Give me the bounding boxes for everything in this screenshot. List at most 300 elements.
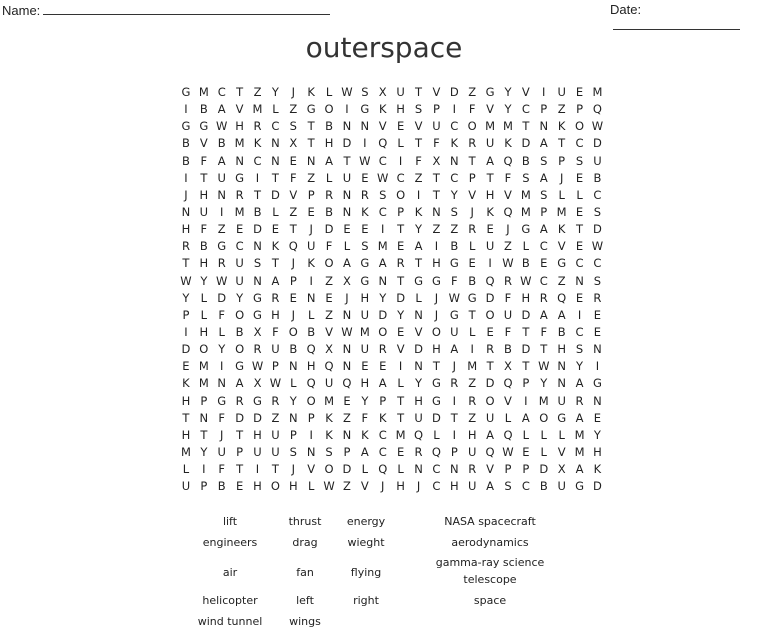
grid-cell: A [539,222,548,237]
grid-cell: N [360,119,370,134]
grid-cell: V [307,462,316,477]
name-field[interactable] [2,2,330,18]
grid-cell: J [452,359,456,374]
grid-cell: U [306,239,316,254]
grid-cell: K [557,222,566,237]
grid-cell: N [342,427,352,442]
grid-cell: D [342,462,352,477]
grid-cell: I [309,273,313,288]
grid-cell: Y [200,273,208,288]
grid-cell: B [217,136,226,151]
grid-cell: T [236,427,244,442]
grid-cell: S [540,187,548,202]
grid-cell: E [289,153,297,168]
grid-cell: W [377,170,389,185]
grid-cell: R [503,273,512,288]
grid-cell: R [396,256,405,271]
grid-cell: Q [413,427,424,442]
grid-cell: N [557,359,566,374]
grid-cell: U [360,342,370,357]
grid-cell: N [235,153,244,168]
grid-cell: S [522,170,530,185]
grid-cell: F [415,153,422,168]
grid-row [177,84,606,101]
grid-cell: N [199,410,209,425]
grid-cell: S [540,153,548,168]
grid-cell: T [486,359,494,374]
grid-cell: K [593,462,602,477]
grid-cell: U [414,410,423,425]
grid-cell: E [468,256,476,271]
grid-cell: Q [503,376,513,391]
grid-cell: N [593,342,602,357]
grid-cell: S [289,119,297,134]
grid-cell: U [485,410,495,425]
grid-cell: F [200,222,208,237]
grid-cell: H [271,307,280,322]
grid-cell: N [306,153,316,168]
grid-cell: Q [324,359,334,374]
grid-row [177,135,606,152]
grid-cell: G [557,410,567,425]
grid-cell: R [575,393,584,408]
grid-cell: S [450,204,458,219]
grid-cell: I [309,427,313,442]
grid-cell: P [576,102,583,117]
word-bank-item: thrust [288,515,322,528]
grid-cell: T [397,273,405,288]
grid-cell: L [397,136,404,151]
grid-cell: A [486,479,495,494]
grid-cell: W [323,479,335,494]
grid-cell: C [575,256,584,271]
grid-cell: U [396,85,405,99]
word-bank-item: wieght [347,536,385,549]
grid-cell: W [538,359,550,374]
grid-cell: H [306,359,316,374]
grid-cell: I [184,170,188,185]
grid-cell: E [361,222,369,237]
grid-cell: L [433,427,440,442]
grid-cell: Q [503,204,513,219]
grid-cell: T [576,222,584,237]
grid-cell: T [450,410,458,425]
grid-cell: N [557,376,566,391]
word-bank-item: wind tunnel [197,615,263,628]
grid-cell: E [396,239,405,254]
word-bank-item: wings [289,615,321,628]
grid-cell: B [539,479,548,494]
grid-cell: H [199,256,209,271]
grid-cell: Z [468,410,477,425]
grid-cell: I [595,359,600,374]
grid-cell: C [432,479,441,494]
grid-cell: K [271,239,280,254]
grid-cell: P [200,479,208,494]
grid-cell: B [521,153,530,168]
grid-cell: U [181,479,191,494]
grid-cell: R [235,393,244,408]
grid-cell: L [290,376,297,391]
grid-cell: B [199,239,208,254]
grid-cell: D [485,290,495,305]
word-bank-item: helicopter [202,594,258,607]
grid-cell: Q [557,290,567,305]
grid-cell: N [593,393,602,408]
grid-cell: B [182,136,190,151]
grid-cell: M [198,359,209,374]
grid-cell: C [521,479,530,494]
grid-cell: A [486,427,495,442]
grid-cell: U [342,170,352,185]
grid-cell: B [521,256,530,271]
grid-cell: J [434,290,439,305]
grid-cell: H [360,376,370,391]
grid-cell: T [397,410,405,425]
grid-cell: U [271,427,280,442]
grid-row [177,101,606,118]
grid-cell: Y [415,222,423,237]
grid-cell: O [378,324,388,339]
grid-row [177,187,606,204]
grid-cell: R [181,239,190,254]
grid-cell: I [524,393,528,408]
grid-cell: E [182,359,190,374]
grid-cell: S [379,187,387,202]
grid-cell: A [575,410,584,425]
grid-cell: K [307,85,315,99]
grid-cell: F [200,153,208,168]
grid-cell: G [467,290,477,305]
grid-cell: X [557,462,566,477]
grid-cell: E [593,307,602,322]
grid-cell: D [414,342,423,357]
grid-cell: V [432,85,441,99]
grid-cell: M [574,427,585,442]
grid-cell: M [592,85,603,99]
grid-row [177,307,606,324]
grid-cell: Z [343,479,351,494]
grid-cell: H [432,342,441,357]
grid-cell: B [325,119,334,134]
grid-cell: B [199,102,208,117]
grid-cell: P [450,444,458,459]
grid-cell: K [557,119,566,134]
grid-cell: T [522,119,530,134]
grid-cell: T [415,256,423,271]
grid-cell: R [468,222,477,237]
grid-cell: W [251,359,264,374]
grid-cell: Q [503,153,513,168]
grid-cell: N [342,359,352,374]
grid-cell: I [220,204,224,219]
grid-cell: K [414,204,423,219]
grid-cell: I [452,393,456,408]
grid-cell: T [522,359,530,374]
grid-cell: D [431,410,441,425]
grid-cell: C [396,170,405,185]
grid-row [177,427,606,444]
grid-cell: K [325,410,333,425]
grid-cell: Y [504,102,512,117]
grid-row [177,358,606,375]
grid-cell: A [217,102,226,117]
grid-cell: G [592,376,602,391]
grid-cell: H [593,444,602,459]
grid-cell: U [217,444,226,459]
grid-cell: F [504,324,512,339]
grid-cell: C [235,239,244,254]
grid-cell: M [467,359,478,374]
grid-cell: M [574,444,585,459]
grid-cell: D [593,136,602,151]
grid-cell: Z [504,239,512,254]
grid-cell: V [289,187,298,202]
grid-cell: Y [182,290,190,305]
grid-cell: G [217,239,227,254]
grid-cell: V [521,85,530,99]
grid-cell: W [520,273,532,288]
grid-cell: A [521,410,530,425]
grid-cell: L [325,85,333,99]
grid-cell: G [306,102,316,117]
grid-cell: X [504,359,512,374]
grid-row [177,393,606,410]
grid-cell: K [361,204,369,219]
grid-cell: H [432,256,441,271]
grid-cell: X [253,376,262,391]
grid-row [177,118,606,135]
grid-cell: U [450,324,459,339]
grid-cell: U [324,376,334,391]
grid-cell: C [253,153,262,168]
grid-cell: X [253,324,262,339]
grid-cell: V [504,393,512,408]
grid-row [177,170,606,187]
grid-cell: W [216,273,228,288]
word-search-grid [177,84,606,495]
grid-cell: G [181,119,191,134]
grid-cell: M [359,324,370,339]
grid-cell: E [343,222,351,237]
grid-cell: I [452,102,456,117]
grid-cell: I [184,324,188,339]
word-bank-item: air [222,566,238,579]
grid-cell: Z [468,376,477,391]
grid-cell: D [539,462,549,477]
date-field[interactable] [610,2,768,33]
date-blank-line[interactable] [613,17,740,30]
grid-cell: C [378,204,387,219]
grid-cell: R [468,393,477,408]
grid-cell: I [220,359,224,374]
grid-cell: M [395,427,406,442]
grid-cell: W [180,273,192,288]
grid-cell: N [253,273,262,288]
grid-cell: S [504,479,512,494]
grid-cell: D [253,410,262,425]
grid-cell: T [343,153,351,168]
grid-cell: B [557,324,566,339]
grid-cell: J [434,307,439,322]
grid-cell: D [270,187,280,202]
grid-cell: T [415,85,423,99]
grid-cell: E [271,222,280,237]
grid-cell: N [342,307,352,322]
grid-cell: D [235,410,245,425]
grid-cell: E [396,119,405,134]
grid-cell: E [343,393,351,408]
grid-cell: E [361,170,369,185]
grid-cell: L [272,204,279,219]
grid-cell: D [521,342,531,357]
grid-cell: V [504,187,512,202]
grid-cell: M [252,102,263,117]
page-title: outerspace [305,31,463,64]
grid-cell: H [253,427,262,442]
grid-cell: L [343,239,351,254]
grid-cell: T [397,393,405,408]
grid-cell: H [449,479,459,494]
grid-cell: I [398,153,403,168]
grid-cell: G [521,222,531,237]
grid-cell: T [253,187,262,202]
grid-cell: O [324,256,334,271]
grid-cell: I [255,462,260,477]
grid-cell: L [540,444,547,459]
grid-cell: R [253,119,262,134]
grid-cell: T [540,342,548,357]
grid-cell: U [235,273,244,288]
grid-cell: P [307,187,315,202]
grid-cell: W [502,256,514,271]
grid-cell: Z [217,222,226,237]
grid-cell: B [289,342,298,357]
grid-cell: Z [325,273,334,288]
grid-cell: J [184,187,188,202]
grid-cell: X [378,85,387,99]
grid-cell: D [253,222,262,237]
grid-cell: L [397,462,404,477]
grid-cell: T [271,170,279,185]
grid-cell: K [182,376,190,391]
grid-cell: U [235,256,244,271]
grid-cell: I [434,239,439,254]
grid-cell: N [414,359,423,374]
grid-cell: H [521,290,531,305]
grid-cell: V [199,136,208,151]
word-bank-item: left [296,594,314,607]
grid-cell: B [593,170,602,185]
grid-cell: D [521,136,531,151]
grid-cell: S [253,256,262,271]
grid-cell: T [522,324,530,339]
grid-cell: G [199,119,209,134]
grid-row [177,444,606,461]
grid-row [177,341,606,358]
grid-cell: G [449,307,459,322]
grid-cell: P [540,102,548,117]
grid-cell: R [378,342,387,357]
grid-cell: T [468,307,476,322]
grid-cell: I [416,187,421,202]
grid-cell: V [378,119,387,134]
grid-cell: L [522,427,530,442]
grid-cell: N [414,462,423,477]
grid-cell: Q [288,239,298,254]
grid-cell: G [431,393,441,408]
name-blank-line[interactable] [43,2,330,15]
grid-cell: H [253,479,262,494]
grid-cell: Q [306,376,316,391]
grid-cell: E [396,444,405,459]
grid-cell: N [217,376,227,391]
grid-cell: Z [289,204,298,219]
grid-row [177,478,606,495]
grid-cell: L [361,462,369,477]
grid-cell: M [180,444,191,459]
grid-cell: L [200,307,208,322]
grid-cell: O [431,324,441,339]
grid-cell: P [397,204,405,219]
grid-row [177,273,606,290]
grid-cell: T [236,85,244,99]
word-bank-item: lift [222,515,238,528]
grid-cell: G [181,85,191,99]
grid-cell: F [504,170,512,185]
grid-cell: L [182,462,190,477]
grid-cell: H [181,222,191,237]
grid-cell: J [309,222,313,237]
grid-cell: J [345,290,349,305]
grid-cell: V [557,239,566,254]
grid-cell: D [378,307,388,322]
grid-cell: G [360,102,370,117]
grid-cell: P [200,393,208,408]
grid-cell: N [342,119,352,134]
grid-cell: B [217,479,226,494]
word-bank-item: flying [350,566,382,579]
grid-cell: D [342,136,352,151]
grid-cell: I [470,342,474,357]
grid-cell: O [324,102,334,117]
grid-cell: L [307,479,315,494]
grid-cell: P [182,307,190,322]
grid-cell: T [289,222,297,237]
grid-cell: N [288,359,298,374]
grid-cell: T [432,187,440,202]
grid-cell: A [235,376,244,391]
grid-cell: J [470,204,474,219]
grid-cell: H [181,427,191,442]
grid-cell: O [485,307,495,322]
grid-row [177,410,606,427]
grid-cell: Q [485,444,495,459]
grid-cell: S [325,444,333,459]
grid-cell: T [271,256,279,271]
grid-cell: N [217,187,227,202]
grid-cell: Z [307,170,316,185]
grid-cell: A [378,376,387,391]
grid-cell: T [271,462,279,477]
grid-cell: C [539,239,548,254]
grid-cell: F [468,102,476,117]
grid-cell: V [235,102,244,117]
grid-cell: H [181,393,191,408]
grid-cell: C [378,444,387,459]
grid-cell: A [271,273,280,288]
grid-cell: U [253,444,262,459]
